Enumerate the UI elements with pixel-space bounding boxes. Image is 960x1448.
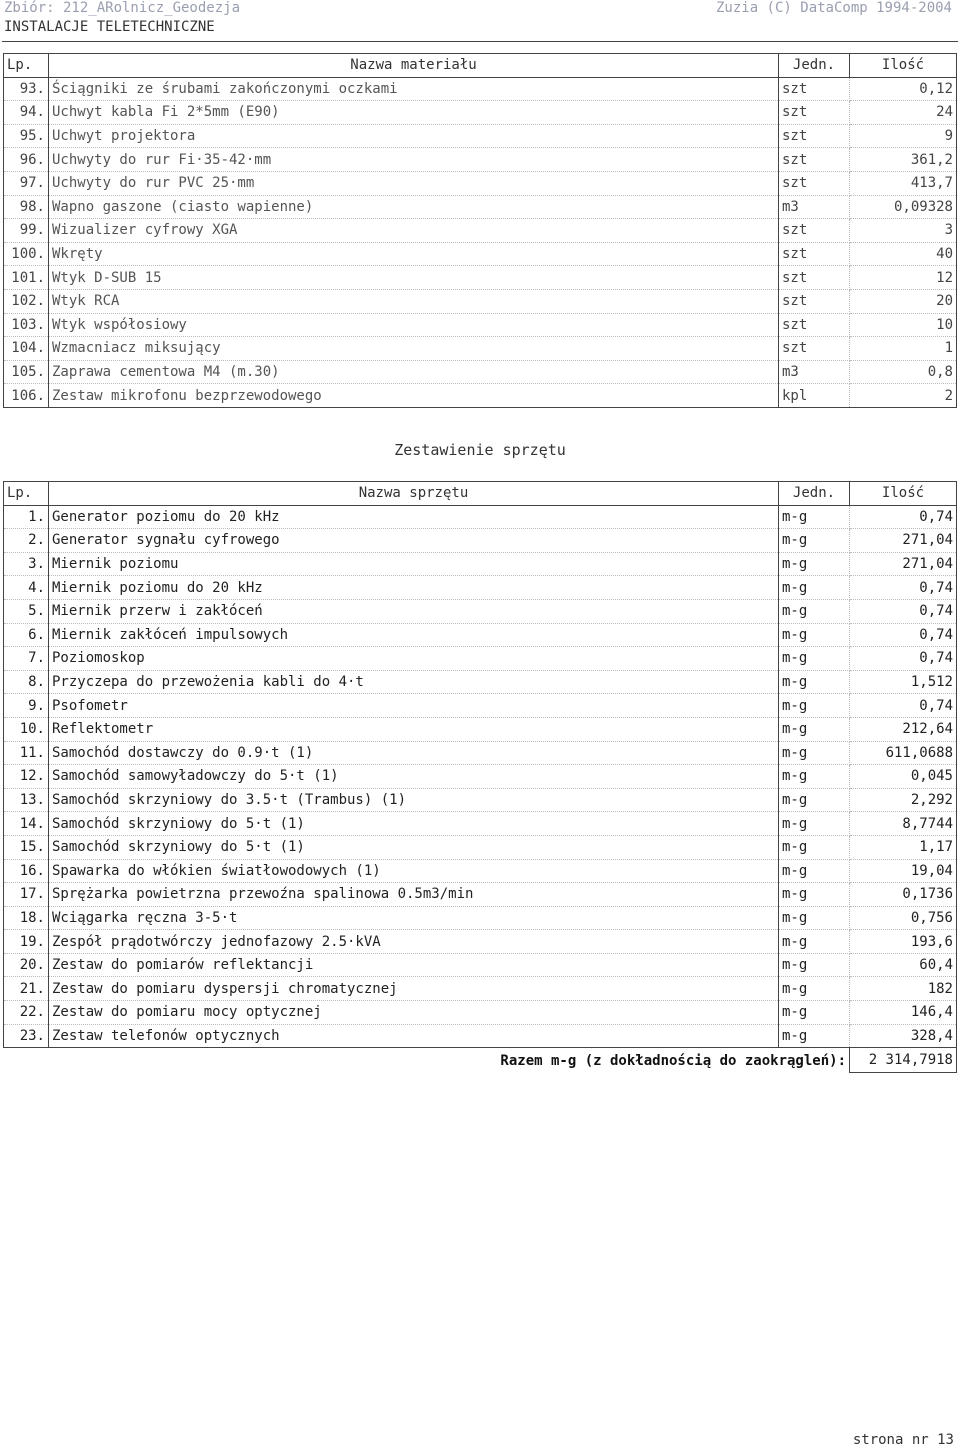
cell-unit: m-g bbox=[779, 647, 850, 671]
cell-unit: m-g bbox=[779, 906, 850, 930]
cell-qty: 611,0688 bbox=[850, 741, 957, 765]
total-label: Razem m-g (z dokładnością do zaokrągleń): bbox=[500, 1052, 846, 1069]
cell-qty: 0,045 bbox=[850, 765, 957, 789]
table-row bbox=[4, 953, 957, 977]
cell-name: Spawarka do włókien światłowodowych (1) bbox=[49, 859, 779, 883]
cell-name: Zespół prądotwórczy jednofazowy 2.5·kVA bbox=[49, 930, 779, 954]
cell-unit: szt bbox=[779, 171, 850, 195]
table-row bbox=[4, 266, 957, 290]
cell-name: Wkręty bbox=[49, 242, 779, 266]
set-name: Zbiór: 212_ARolnicz_Geodezja bbox=[4, 0, 241, 16]
cell-name: Samochód skrzyniowy do 3.5·t (Trambus) (1) bbox=[49, 788, 779, 812]
cell-name: Zestaw do pomiaru dyspersji chromatycznej bbox=[49, 977, 779, 1001]
table-row bbox=[4, 977, 957, 1001]
table-row bbox=[4, 717, 957, 741]
cell-name: Zestaw do pomiaru mocy optycznej bbox=[49, 1001, 779, 1025]
cell-qty: 60,4 bbox=[850, 953, 957, 977]
cell-qty: 193,6 bbox=[850, 930, 957, 954]
cell-lp: 14. bbox=[4, 812, 49, 836]
cell-unit: m3 bbox=[779, 360, 850, 384]
table-row bbox=[4, 219, 957, 243]
cell-name: Wapno gaszone (ciasto wapienne) bbox=[49, 195, 779, 219]
cell-unit: m-g bbox=[779, 623, 850, 647]
equipment-table bbox=[3, 481, 957, 1073]
column-header-unit: Jedn. bbox=[779, 54, 850, 78]
table-row bbox=[4, 77, 957, 101]
table-row bbox=[4, 599, 957, 623]
cell-lp: 102. bbox=[4, 289, 49, 313]
cell-unit: m-g bbox=[779, 670, 850, 694]
cell-qty: 271,04 bbox=[850, 529, 957, 553]
total-row bbox=[4, 1048, 957, 1073]
page-number: strona nr 13 bbox=[852, 1432, 954, 1448]
cell-unit: szt bbox=[779, 266, 850, 290]
cell-lp: 20. bbox=[4, 953, 49, 977]
cell-unit: m-g bbox=[779, 1024, 850, 1048]
header-divider bbox=[2, 41, 958, 42]
materials-rows bbox=[4, 77, 957, 407]
table-row bbox=[4, 360, 957, 384]
cell-name: Zestaw do pomiarów reflektancji bbox=[49, 953, 779, 977]
cell-lp: 100. bbox=[4, 242, 49, 266]
table-row bbox=[4, 171, 957, 195]
cell-lp: 95. bbox=[4, 124, 49, 148]
cell-unit: kpl bbox=[779, 384, 850, 408]
cell-qty: 40 bbox=[850, 242, 957, 266]
cell-qty: 182 bbox=[850, 977, 957, 1001]
cell-lp: 19. bbox=[4, 930, 49, 954]
cell-lp: 101. bbox=[4, 266, 49, 290]
table-row bbox=[4, 741, 957, 765]
table-row bbox=[4, 1024, 957, 1048]
table-header-row bbox=[4, 482, 957, 506]
cell-qty: 0,74 bbox=[850, 599, 957, 623]
cell-unit: m-g bbox=[779, 930, 850, 954]
cell-lp: 6. bbox=[4, 623, 49, 647]
cell-lp: 12. bbox=[4, 765, 49, 789]
cell-name: Uchwyty do rur PVC 25·mm bbox=[49, 171, 779, 195]
table-row bbox=[4, 765, 957, 789]
cell-name: Zestaw mikrofonu bezprzewodowego bbox=[49, 384, 779, 408]
cell-name: Uchwyt projektora bbox=[49, 124, 779, 148]
cell-lp: 21. bbox=[4, 977, 49, 1001]
cell-qty: 19,04 bbox=[850, 859, 957, 883]
table-row bbox=[4, 529, 957, 553]
cell-name: Miernik przerw i zakłóceń bbox=[49, 599, 779, 623]
cell-qty: 328,4 bbox=[850, 1024, 957, 1048]
cell-name: Sprężarka powietrzna przewoźna spalinowa 0.5m3/min bbox=[49, 883, 779, 907]
cell-qty: 2,292 bbox=[850, 788, 957, 812]
cell-name: Poziomoskop bbox=[49, 647, 779, 671]
cell-lp: 17. bbox=[4, 883, 49, 907]
cell-name: Wizualizer cyfrowy XGA bbox=[49, 219, 779, 243]
cell-lp: 18. bbox=[4, 906, 49, 930]
table-row bbox=[4, 242, 957, 266]
cell-unit: m-g bbox=[779, 576, 850, 600]
cell-lp: 9. bbox=[4, 694, 49, 718]
cell-qty: 361,2 bbox=[850, 148, 957, 172]
table-row bbox=[4, 670, 957, 694]
cell-unit: szt bbox=[779, 148, 850, 172]
cell-name: Generator sygnału cyfrowego bbox=[49, 529, 779, 553]
cell-qty: 10 bbox=[850, 313, 957, 337]
cell-name: Psofometr bbox=[49, 694, 779, 718]
cell-name: Wzmacniacz miksujący bbox=[49, 337, 779, 361]
cell-lp: 1. bbox=[4, 505, 49, 529]
cell-qty: 0,74 bbox=[850, 694, 957, 718]
cell-lp: 8. bbox=[4, 670, 49, 694]
cell-lp: 4. bbox=[4, 576, 49, 600]
cell-unit: szt bbox=[779, 77, 850, 101]
cell-unit: m-g bbox=[779, 694, 850, 718]
table-row bbox=[4, 1001, 957, 1025]
cell-lp: 13. bbox=[4, 788, 49, 812]
cell-qty: 413,7 bbox=[850, 171, 957, 195]
cell-qty: 2 bbox=[850, 384, 957, 408]
cell-lp: 23. bbox=[4, 1024, 49, 1048]
table-row bbox=[4, 505, 957, 529]
cell-name: Reflektometr bbox=[49, 717, 779, 741]
cell-lp: 104. bbox=[4, 337, 49, 361]
cell-qty: 0,756 bbox=[850, 906, 957, 930]
section-title: Zestawienie sprzętu bbox=[394, 441, 566, 459]
cell-unit: m-g bbox=[779, 977, 850, 1001]
cell-unit: m-g bbox=[779, 741, 850, 765]
cell-unit: m-g bbox=[779, 883, 850, 907]
cell-name: Miernik poziomu bbox=[49, 552, 779, 576]
cell-qty: 271,04 bbox=[850, 552, 957, 576]
cell-unit: m-g bbox=[779, 788, 850, 812]
column-header-unit: Jedn. bbox=[779, 482, 850, 506]
cell-name: Uchwyty do rur Fi·35-42·mm bbox=[49, 148, 779, 172]
table-row bbox=[4, 195, 957, 219]
cell-lp: 105. bbox=[4, 360, 49, 384]
cell-lp: 10. bbox=[4, 717, 49, 741]
column-header-qty: Ilość bbox=[850, 54, 957, 78]
cell-qty: 0,74 bbox=[850, 623, 957, 647]
cell-unit: szt bbox=[779, 101, 850, 125]
table-row bbox=[4, 930, 957, 954]
cell-lp: 22. bbox=[4, 1001, 49, 1025]
table-row bbox=[4, 623, 957, 647]
cell-qty: 9 bbox=[850, 124, 957, 148]
table-row bbox=[4, 906, 957, 930]
cell-qty: 0,74 bbox=[850, 576, 957, 600]
cell-lp: 94. bbox=[4, 101, 49, 125]
cell-lp: 97. bbox=[4, 171, 49, 195]
cell-unit: m-g bbox=[779, 505, 850, 529]
cell-lp: 7. bbox=[4, 647, 49, 671]
cell-name: Uchwyt kabla Fi 2*5mm (E90) bbox=[49, 101, 779, 125]
cell-name: Wtyk D-SUB 15 bbox=[49, 266, 779, 290]
cell-lp: 103. bbox=[4, 313, 49, 337]
table-row bbox=[4, 384, 957, 408]
cell-name: Miernik zakłóceń impulsowych bbox=[49, 623, 779, 647]
cell-qty: 24 bbox=[850, 101, 957, 125]
cell-qty: 0,74 bbox=[850, 647, 957, 671]
cell-qty: 0,8 bbox=[850, 360, 957, 384]
cell-qty: 212,64 bbox=[850, 717, 957, 741]
section-name: INSTALACJE TELETECHNICZNE bbox=[4, 19, 215, 35]
column-header-lp: Lp. bbox=[4, 482, 49, 506]
cell-unit: szt bbox=[779, 219, 850, 243]
cell-qty: 1 bbox=[850, 337, 957, 361]
cell-name: Samochód dostawczy do 0.9·t (1) bbox=[49, 741, 779, 765]
cell-unit: szt bbox=[779, 337, 850, 361]
copyright: Zuzia (C) DataComp 1994-2004 bbox=[715, 0, 952, 16]
table-row bbox=[4, 101, 957, 125]
cell-lp: 98. bbox=[4, 195, 49, 219]
page-header bbox=[0, 0, 960, 40]
cell-qty: 8,7744 bbox=[850, 812, 957, 836]
cell-lp: 2. bbox=[4, 529, 49, 553]
column-header-name: Nazwa sprzętu bbox=[49, 482, 779, 506]
table-row bbox=[4, 124, 957, 148]
cell-lp: 96. bbox=[4, 148, 49, 172]
cell-unit: m-g bbox=[779, 529, 850, 553]
cell-lp: 93. bbox=[4, 77, 49, 101]
table-row bbox=[4, 576, 957, 600]
cell-lp: 106. bbox=[4, 384, 49, 408]
cell-unit: m-g bbox=[779, 835, 850, 859]
column-header-qty: Ilość bbox=[850, 482, 957, 506]
materials-table bbox=[3, 53, 957, 408]
cell-unit: szt bbox=[779, 313, 850, 337]
cell-name: Wtyk RCA bbox=[49, 289, 779, 313]
cell-qty: 146,4 bbox=[850, 1001, 957, 1025]
cell-lp: 5. bbox=[4, 599, 49, 623]
cell-unit: m-g bbox=[779, 552, 850, 576]
equipment-rows bbox=[4, 505, 957, 1048]
cell-name: Zestaw telefonów optycznych bbox=[49, 1024, 779, 1048]
table-header-row bbox=[4, 54, 957, 78]
cell-name: Samochód skrzyniowy do 5·t (1) bbox=[49, 812, 779, 836]
cell-qty: 1,17 bbox=[850, 835, 957, 859]
cell-unit: m3 bbox=[779, 195, 850, 219]
cell-name: Generator poziomu do 20 kHz bbox=[49, 505, 779, 529]
cell-lp: 99. bbox=[4, 219, 49, 243]
cell-unit: m-g bbox=[779, 1001, 850, 1025]
cell-name: Wtyk współosiowy bbox=[49, 313, 779, 337]
cell-unit: szt bbox=[779, 242, 850, 266]
total-value: 2 314,7918 bbox=[850, 1048, 957, 1073]
table-row bbox=[4, 552, 957, 576]
cell-name: Zaprawa cementowa M4 (m.30) bbox=[49, 360, 779, 384]
cell-unit: m-g bbox=[779, 717, 850, 741]
table-row bbox=[4, 148, 957, 172]
cell-unit: m-g bbox=[779, 599, 850, 623]
cell-name: Wciągarka ręczna 3-5·t bbox=[49, 906, 779, 930]
cell-lp: 3. bbox=[4, 552, 49, 576]
table-row bbox=[4, 313, 957, 337]
cell-lp: 11. bbox=[4, 741, 49, 765]
table-row bbox=[4, 337, 957, 361]
cell-qty: 1,512 bbox=[850, 670, 957, 694]
table-row bbox=[4, 812, 957, 836]
cell-unit: szt bbox=[779, 289, 850, 313]
table-row bbox=[4, 835, 957, 859]
cell-name: Ściągniki ze śrubami zakończonymi oczkami bbox=[49, 77, 779, 101]
cell-unit: m-g bbox=[779, 765, 850, 789]
column-header-lp: Lp. bbox=[4, 54, 49, 78]
cell-qty: 20 bbox=[850, 289, 957, 313]
cell-qty: 0,74 bbox=[850, 505, 957, 529]
cell-name: Miernik poziomu do 20 kHz bbox=[49, 576, 779, 600]
table-row bbox=[4, 859, 957, 883]
cell-unit: m-g bbox=[779, 859, 850, 883]
cell-name: Samochód skrzyniowy do 5·t (1) bbox=[49, 835, 779, 859]
cell-qty: 3 bbox=[850, 219, 957, 243]
cell-qty: 0,1736 bbox=[850, 883, 957, 907]
cell-unit: szt bbox=[779, 124, 850, 148]
table-row bbox=[4, 647, 957, 671]
table-row bbox=[4, 289, 957, 313]
cell-qty: 0,12 bbox=[850, 77, 957, 101]
cell-lp: 16. bbox=[4, 859, 49, 883]
table-row bbox=[4, 883, 957, 907]
cell-lp: 15. bbox=[4, 835, 49, 859]
cell-name: Przyczepa do przewożenia kabli do 4·t bbox=[49, 670, 779, 694]
cell-unit: m-g bbox=[779, 953, 850, 977]
cell-qty: 12 bbox=[850, 266, 957, 290]
cell-unit: m-g bbox=[779, 812, 850, 836]
cell-qty: 0,09328 bbox=[850, 195, 957, 219]
table-row bbox=[4, 788, 957, 812]
table-row bbox=[4, 694, 957, 718]
cell-name: Samochód samowyładowczy do 5·t (1) bbox=[49, 765, 779, 789]
column-header-name: Nazwa materiału bbox=[49, 54, 779, 78]
